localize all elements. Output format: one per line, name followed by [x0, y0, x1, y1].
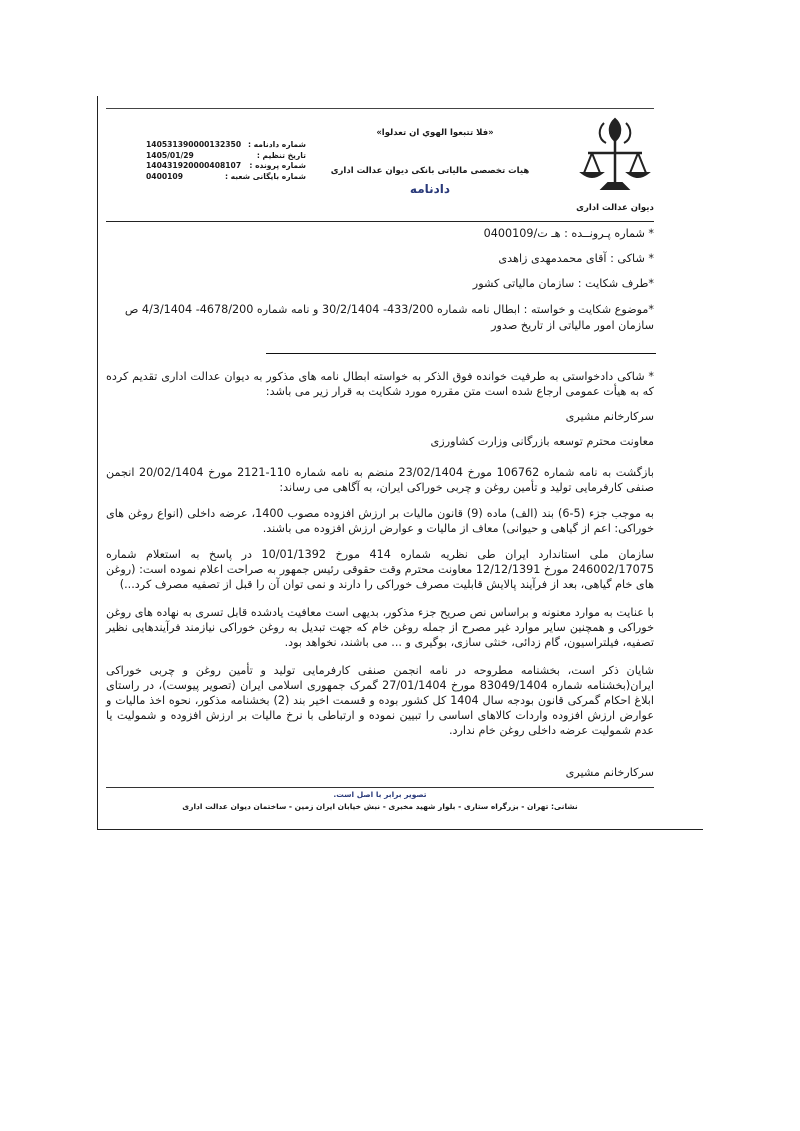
iran-emblem-scales-icon [578, 115, 652, 193]
case-subject-line2: سازمان امور مالیاتی از تاریخ صدور [491, 319, 654, 332]
body-closing: سرکارخانم مشیری [565, 766, 654, 779]
body-paragraph-4: با عنایت به موارد معنونه و براساس نص صریح جزء مذکور، بدیهی است معافیت یادشده قابل تسری به نهاده های روغن خوراکی و همچنین سایر موارد غیر مصرح از جمله روغن خام که جهت تبدیل به روغن خوراکی نیازمند فرآیندهایی نظیر تصفیه، فیلتراسیون، گام زدائی، خنثی سازی، بوگیری و ... می باشند، نخواهد بود. [106, 606, 654, 649]
meta-row [146, 161, 306, 172]
header-top-rule [106, 108, 654, 109]
meta-label: تاریخ تنظیم : [256, 150, 306, 160]
case-plaintiff: * شاکی : آقای محمدمهدی زاهدی [498, 252, 654, 265]
case-file-number: * شماره پـرونــده : هـ ت/0400109 [483, 227, 654, 240]
board-title: هیات تخصصی مالیاتی بانکی دیوان عدالت اداری [330, 166, 530, 176]
meta-value: 0400109 [146, 171, 183, 181]
body-salutation: سرکارخانم مشیری [565, 410, 654, 423]
header-verse: «فلا تتبعوا الهوي ان تعدلوا» [376, 128, 494, 138]
case-subject-line1: *موضوع شکایت و خواسته : ابطال نامه شماره 433/200- 30/2/1404 و نامه شماره 4678/200- 4/3/1404 ص [124, 303, 654, 316]
page-left-border [97, 96, 98, 830]
meta-value: 140431920000408107 [146, 161, 242, 170]
body-intro: * شاکی دادخواستی به طرفیت خوانده فوق الذکر به خواسته ابطال نامه های مذکور به دیوان عدالت اداری تقدیم کرده که به هیأت عمومی ارجاع شده است متن مقرره مورد شکایت به قرار زیر می باشد: [106, 370, 654, 398]
body-paragraph-1: بازگشت به نامه شماره 106762 مورخ 23/02/1404 منضم به نامه شماره 110-2121 مورخ 20/02/1404 انجمن صنفی کارفرمایی تولید و تأمین روغن و چربی خوراکی ایران، به آگاهی می رساند: [106, 466, 654, 494]
meta-row [146, 140, 306, 151]
meta-label: شماره بایگانی شعبه : [224, 171, 306, 181]
body-addressee: معاونت محترم توسعه بازرگانی وزارت کشاورزی [430, 435, 654, 448]
court-name: دیوان عدالت اداری [576, 203, 654, 213]
document-type-title: دادنامه [409, 182, 451, 196]
meta-label: شماره پرونده : [249, 161, 306, 170]
meta-row [146, 172, 306, 183]
section-divider [266, 353, 656, 354]
footer-rule [106, 787, 654, 788]
meta-label: شماره دادنامه : [248, 140, 306, 149]
body-paragraph-5: شایان ذکر است، بخشنامه مطروحه در نامه انجمن صنفی کارفرمایی تولید و تأمین روغن و چربی خوراکی ایران(بخشنامه شماره 83049/1404 مورخ 27/01/1404 گمرک جمهوری اسلامی ایران (تصویر پیوست)، در راستای ابلاغ احکام گمرکی قانون بودجه سال 1404 کل کشور بوده و قسمت اخیر بند (2) بخشنامه مذکور، نحوه اخذ مالیات و عوارض ارزش افزوده واردات کالاهای اساسی را تبیین نموده و ارتباطی با نرخ مالیات بر ارزش افزوده و شمولیت یا عدم شمولیت عرضه داخلی روغن خام ندارد. [106, 664, 654, 737]
meta-value: 140531390000132350 [146, 140, 242, 149]
header-divider [106, 221, 654, 222]
body-paragraph-2: به موجب جزء (5-6) بند (الف) ماده (9) قانون مالیات بر ارزش افزوده مصوب 1400، عرضه داخلی (انواع روغن های خوراکی: اعم از گیاهی و حیوانی) معاف از مالیات و عوارض ارزش افزوده می باشند. [106, 507, 654, 535]
meta-value: 1405/01/29 [146, 150, 194, 160]
body-paragraph-3: سازمان ملی استاندارد ایران طی نظریه شماره 414 مورخ 10/01/1392 در پاسخ به استعلام شماره 246002/17075 مورخ 12/12/1391 معاونت محترم وقت حقوقی رئیس جمهور به صراحت اعلام نموده است: (روغن های خام گیاهی، بعد از فرآیند پالایش قابلیت مصرف خوراکی را دارند و نمی توان آن را قبل از تصفیه مصرف کرد...) [106, 548, 654, 591]
meta-row [146, 151, 306, 162]
footer-certified: تصویر برابر با اصل است. [333, 790, 427, 799]
footer-address: نشانی: تهران - بزرگراه ستاری - بلوار شهید مخبری - نبش خیابان ایران زمین - ساختمان دیوان عدالت اداری [182, 802, 578, 811]
document-meta [146, 140, 306, 182]
page-bottom-border [97, 829, 703, 830]
case-defendant: *طرف شکایت : سازمان مالیاتی کشور [472, 277, 654, 290]
